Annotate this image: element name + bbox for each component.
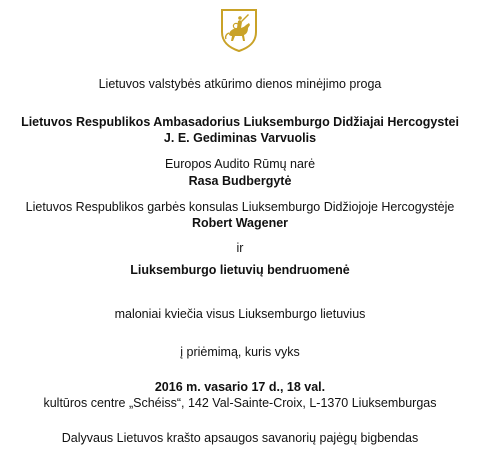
emblem-rider-head bbox=[238, 16, 242, 20]
conjunction-text: ir bbox=[236, 241, 244, 255]
host-consul-name: Robert Wagener bbox=[191, 216, 289, 230]
performance-text: Dalyvaus Lietuvos krašto apsaugos savanorių pajėgų bigbendas bbox=[61, 431, 419, 445]
host-community-name: Liuksemburgo lietuvių bendruomenė bbox=[130, 263, 350, 277]
event-venue: kultūros centre „Schéiss“, 142 Val-Sainte-Croix, L-1370 Liuksemburgas bbox=[43, 396, 437, 410]
reception-text: į priėmimą, kuris vyks bbox=[180, 345, 300, 359]
host-auditor-name: Rasa Budbergytė bbox=[188, 174, 292, 188]
invite-text: maloniai kviečia visus Liuksemburgo lietuvius bbox=[114, 307, 366, 321]
host-ambassador-title: Lietuvos Respublikos Ambasadorius Liuksemburgo Didžiajai Hercogystei bbox=[21, 115, 459, 129]
event-date-time: 2016 m. vasario 17 d., 18 val. bbox=[154, 380, 326, 394]
occasion-text: Lietuvos valstybės atkūrimo dienos minėjimo proga bbox=[98, 77, 382, 91]
host-ambassador-name: J. E. Gediminas Varvuolis bbox=[163, 131, 317, 145]
lithuanian-coat-of-arms-icon bbox=[220, 8, 258, 52]
host-consul-title: Lietuvos Respublikos garbės konsulas Liuksemburgo Didžiojoje Hercogystėje bbox=[25, 200, 455, 214]
host-auditor-title: Europos Audito Rūmų narė bbox=[164, 157, 316, 171]
